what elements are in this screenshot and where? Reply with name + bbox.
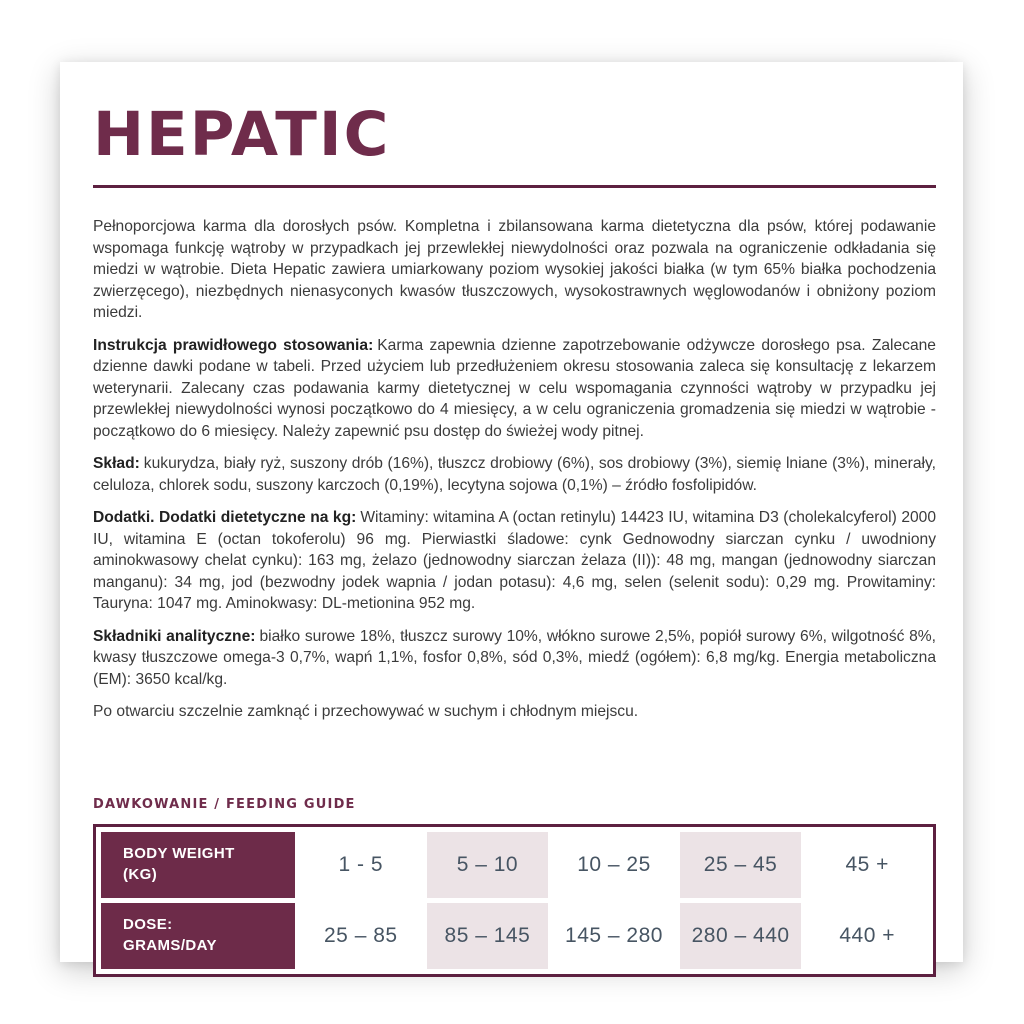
paragraph-lead: Składniki analityczne: — [93, 627, 256, 645]
paragraph-composition — [93, 453, 936, 496]
dose-cell-3: 145 – 280 — [565, 923, 663, 947]
paragraph-text: Po otwarciu szczelnie zamknąć i przechowywać w suchym i chłodnym miejscu. — [93, 703, 639, 720]
dose-cell-5: 440 + — [839, 923, 895, 947]
body-weight-cell-2: 5 – 10 — [427, 832, 549, 898]
paragraph-lead: Dodatki. Dodatki dietetyczne na kg: — [93, 509, 357, 526]
paragraph-description — [93, 216, 936, 324]
paragraph-text: Witaminy: witamina A (octan retinylu) 14423 IU, witamina D3 (cholekalcyferol) 2000 IU, witamina E (octan tokoferolu) 96 mg. Pierwiastki śladowe: cynk Gednowodny siarczan cynku / uwodniony aminokwasowy chelat cynku): 163 mg, żelazo (jednowodny siarczan żelaza (II)): 48 mg, mangan (jednowodny siarczan manganu): 34 mg, jod (bezwodny jodek wapnia / jodan potasu): 4,6 mg, selen (selenit sodu): 0,29 mg. Prowitaminy: Tauryna: 1047 mg. Aminokwasy: DL-metionina 952 mg. — [93, 509, 937, 612]
header-line: DOSE: — [123, 916, 173, 934]
body-weight-cell-5: 45 + — [845, 852, 889, 876]
body-weight-cell-3: 10 – 25 — [577, 852, 651, 876]
feeding-guide-heading: DAWKOWANIE / FEEDING GUIDE — [93, 796, 356, 812]
dose-cell-2: 85 – 145 — [427, 903, 549, 969]
paragraph-text: Pełnoporcjowa karma dla dorosłych psów. Kompletna i zbilansowana karma dietetyczna dla psów, której podawanie wspomaga funkcję wątroby w przypadkach jej przewlekłej niewydolności oraz pozwala na ograniczenie odkładania się miedzi w wątrobie. Dieta Hepatic zawiera umiarkowany poziom wysokiej jakości białka (w tym 65% białka pochodzenia zwierzęcego), niezbędnych nienasyconych kwasów tłuszczowych, wysokostrawnych węglowodanów i obniżony poziom miedzi. — [93, 218, 936, 321]
product-title: HEPATIC — [93, 99, 391, 170]
paragraph-text: białko surowe 18%, tłuszcz surowy 10%, włókno surowe 2,5%, popiół surowy 6%, wilgotność 8%, kwasy tłuszczowe omega-3 0,7%, wapń 1,1%, fosfor 0,8%, sód 0,3%, miedź (ogółem): 6,8 mg/kg. Energia metaboliczna (EM): 3650 kcal/kg. — [93, 627, 936, 688]
paragraph-lead: Skład: — [93, 455, 140, 472]
paragraph-additives — [93, 507, 936, 615]
title-divider — [93, 185, 936, 188]
paragraph-text: Karma zapewnia dzienne zapotrzebowanie odżywcze dorosłego psa. Zalecane dzienne dawki podane w tabeli. Przed użyciem lub przedłużeniem okresu stosowania zaleca się konsultację z lekarzem weterynarii. Zalecany czas podawania karmy dietetycznej w celu wspomagania czynności wątroby w przypadku jej przewlekłej niewydolności wynosi początkowo do 4 miesięcy, a w celu ograniczenia gromadzenia się miedzi w wątrobie - początkowo do 6 miesięcy. Należy zapewnić psu dostęp do świeżej wody pitnej. — [93, 336, 936, 440]
dose-header-cell — [101, 903, 295, 969]
header-line: BODY WEIGHT — [123, 845, 235, 863]
body-weight-cell-1: 1 - 5 — [338, 852, 384, 876]
body-weight-header-cell — [101, 832, 295, 898]
paragraph-analytical-constituents — [93, 626, 936, 691]
feeding-guide-section — [93, 797, 936, 977]
paragraph-storage — [93, 701, 936, 723]
product-label-page — [60, 62, 963, 962]
header-line: GRAMS/DAY — [123, 936, 217, 954]
dose-cell-1: 25 – 85 — [324, 923, 398, 947]
paragraph-text: kukurydza, biały ryż, suszony drób (16%), tłuszcz drobiowy (6%), sos drobiowy (3%), siemię lniane (3%), minerały, celuloza, chlorek sodu, suszony karczoch (0,19%), lecytyna sojowa (0,1%) – źródło fosfolipidów. — [93, 455, 936, 494]
paragraph-usage-instructions — [93, 335, 936, 443]
paragraph-lead: Instrukcja prawidłowego stosowania: — [93, 336, 374, 354]
label-text-block — [93, 216, 936, 723]
feeding-guide-table — [93, 824, 936, 977]
header-line: (KG) — [123, 865, 158, 883]
dose-cell-4: 280 – 440 — [680, 903, 802, 969]
body-weight-cell-4: 25 – 45 — [680, 832, 802, 898]
